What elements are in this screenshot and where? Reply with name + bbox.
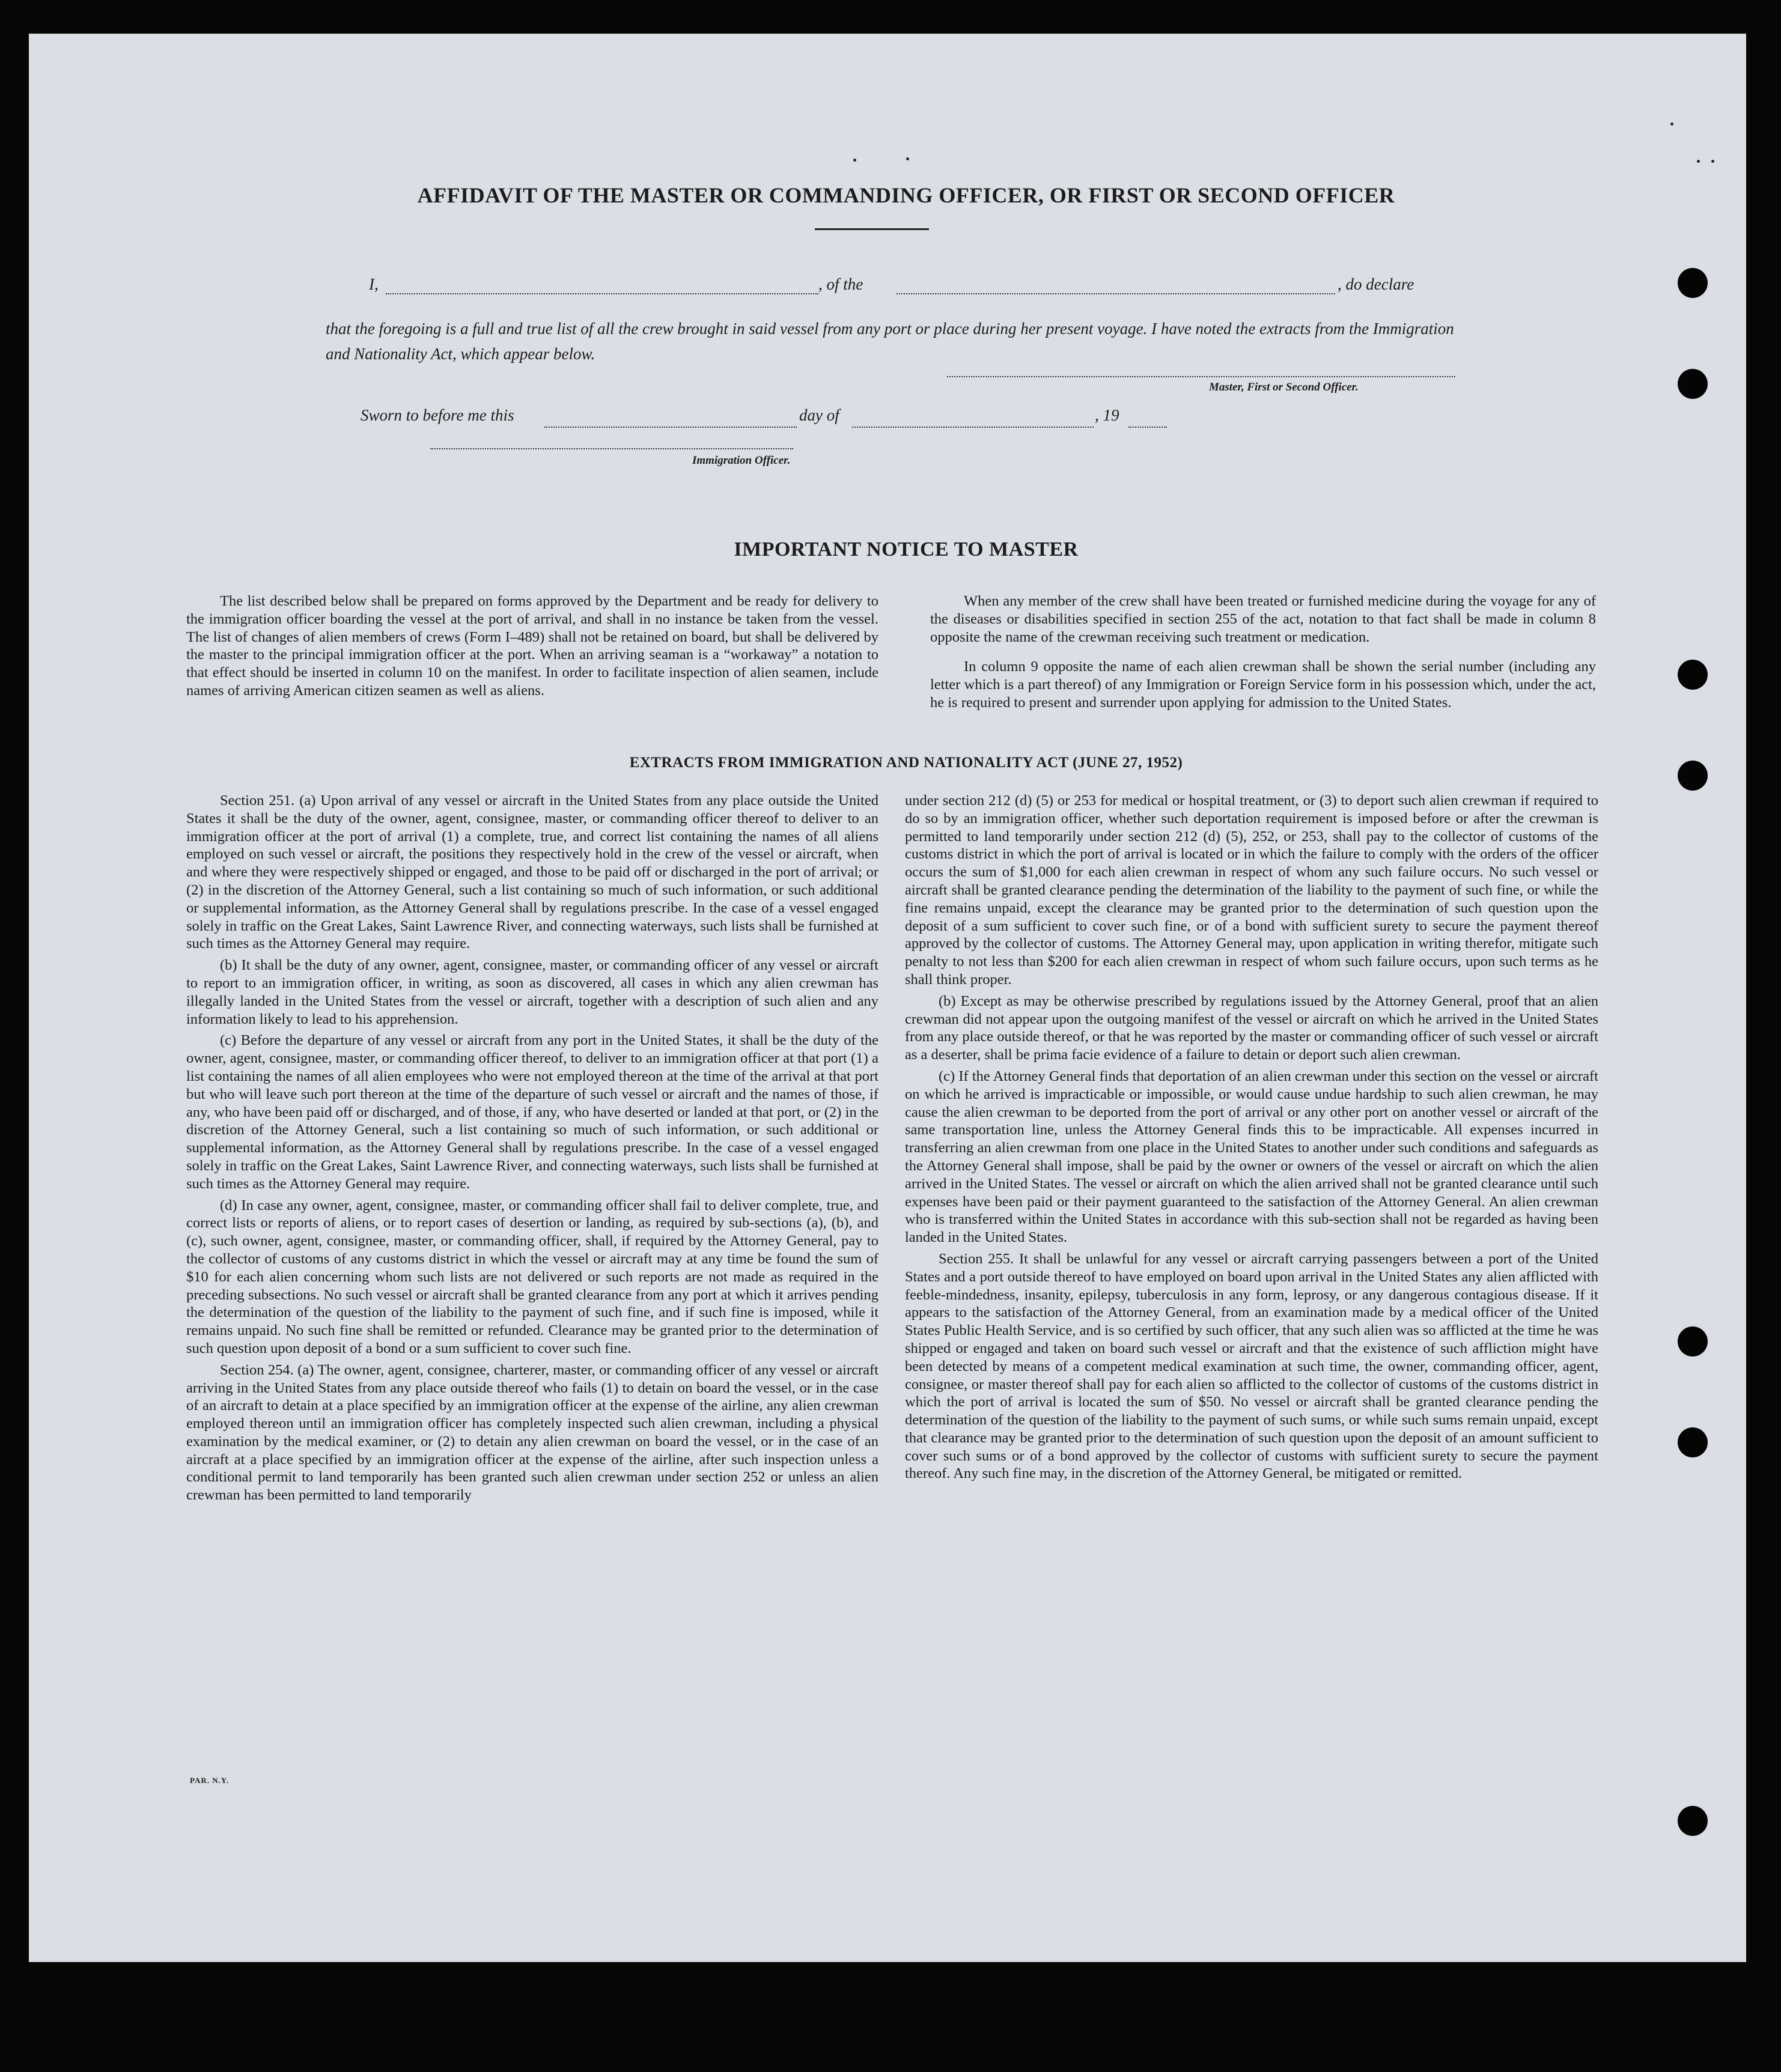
punch-hole	[1678, 1806, 1708, 1836]
notice-right-paragraph-2: In column 9 opposite the name of each alien crewman shall be shown the serial number (including any letter which is a part thereof) of any Immigration or Foreign Service form in his possession which, under the act, he is required to present and surrender upon applying for admission to the United States.	[930, 658, 1596, 711]
punch-hole	[1678, 268, 1708, 298]
notice-left-paragraph: The list described below shall be prepared on forms approved by the Department and be ready for delivery to the immigration officer boarding the vessel at the port of arrival, and shall in no instance be taken from the vessel. The list of changes of alien members of crews (Form I–489) shall not be retained on board, but shall be delivered by the master to the principal immigration officer at the port. When an arriving seaman is a “workaway” a notation to that effect should be inserted in column 10 on the manifest. In order to facilitate inspection of alien seamen, include names of arriving American citizen seamen as well as aliens.	[186, 593, 878, 699]
sworn-line	[361, 394, 1202, 430]
section-251-d: (d) In case any owner, agent, consignee, master, or commanding officer shall fail to deliver complete, true, and correct lists or reports of aliens, or to report cases of desertion or landing, as required by sub-sections (a), (b), and (c), such owner, agent, consignee, master, or commanding officer, shall, if required by the Attorney General, pay to the collector of customs of any customs district in which the vessel or aircraft may at any time be found the sum of $10 for each alien concerning whom such lists are not delivered or such reports are not made as required in the preceding subsections. No such vessel or aircraft shall be granted clearance from any port at which it arrives pending the determination of the question of the liability to the payment of such fine, and if such fine is imposed, while it remains unpaid. No such fine shall be remitted or refunded. Clearance may be granted prior to the determination of such question upon deposit of a bond or a sum sufficient to cover such fine.	[186, 1197, 878, 1357]
of-the-label: , of the	[818, 275, 863, 293]
notice-left-column	[186, 592, 878, 703]
extracts-title: EXTRACTS FROM IMMIGRATION AND NATIONALITY ACT (JUNE 27, 1952)	[629, 755, 1183, 771]
section-254-a-continued: under section 212 (d) (5) or 253 for medical or hospital treatment, or (3) to deport such alien crewman if required to do so by an immigration officer, whether such deportation requirement is imposed before or after the crewman is permitted to land temporarily under section 212 (d) (5), 252, or 253, shall pay to the collector of customs of the customs district in which the port of arrival is located or in which the failure to comply with the orders of the officer occurs the sum of $1,000 for each alien crewman in respect of whom any such failure occurs. No such vessel or aircraft shall be granted clearance pending the determination of the liability to the payment of such fine, or while the fine remains unpaid, except the clearance may be granted prior to the determination of such question upon the deposit of a sum sufficient to cover such fine, or of a bond with sufficient surety to secure the payment thereof approved by the collector of customs. The Attorney General may, upon application in writing therefor, mitigate such penalty to not less than $200 for each alien crewman in respect of whom such failure occurs, upon such terms as he shall think proper.	[905, 792, 1598, 988]
title-underline	[815, 228, 929, 230]
notice-title: IMPORTANT NOTICE TO MASTER	[734, 538, 1079, 561]
notice-right-paragraph-1: When any member of the crew shall have been treated or furnished medicine during the voyage for any of the diseases or disabilities specified in section 255 of the act, notation to that fact shall be made in column 8 opposite the name of the crewman receiving such treatment or medication.	[930, 593, 1596, 645]
speck	[906, 157, 909, 160]
section-251-a: Section 251. (a) Upon arrival of any vessel or aircraft in the United States from any place outside the United States it shall be the duty of the owner, agent, consignee, master, or commanding officer thereof to deliver to an immigration officer at the port of arrival (1) a complete, true, and correct list containing the names of all aliens employed on such vessel or aircraft, the positions they respectively hold in the crew of the vessel or aircraft, when and where they were respectively shipped or engaged, and those to be paid off or discharged in the port of arrival; or (2) in the discretion of the Attorney General, such a list containing so much of such information, or such additional or supplemental information, as the Attorney General shall by regulations prescribe. In the case of a vessel engaged solely in traffic on the Great Lakes, Saint Lawrence River, and connecting waterways, such lists shall be furnished at such times as the Attorney General may require.	[186, 792, 878, 952]
extracts-right-column	[905, 792, 1598, 1486]
section-251-c: (c) Before the departure of any vessel or aircraft from any port in the United States, it shall be the duty of the owner, agent, consignee, master, or commanding officer thereof, to deliver to an immigration officer at that port (1) a list containing the names of all alien employees who were not employed thereon at the time of the arrival at that port but who will leave such port thereon at the time of the departure of such vessel or aircraft and the names of those, if any, who have been paid off or discharged, and of those, if any, who have deserted or landed at that port, or (2) in the discretion of the Attorney General, such a list containing so much of such information, or such additional or supplemental information, as the Attorney General shall by regulations prescribe. In the case of a vessel engaged solely in traffic on the Great Lakes, Saint Lawrence River, and connecting waterways, such lists shall be furnished at such times as the Attorney General may require.	[186, 1032, 878, 1192]
i-label: I,	[369, 275, 379, 293]
master-caption: Master, First or Second Officer.	[1209, 381, 1359, 393]
name-blank[interactable]	[386, 293, 818, 294]
printer-mark: PAR. N.Y.	[190, 1776, 230, 1785]
master-signature-line[interactable]	[947, 376, 1455, 377]
sworn-year-blank[interactable]	[1128, 427, 1167, 428]
immigration-officer-signature-line[interactable]	[430, 448, 793, 449]
punch-hole	[1678, 1326, 1708, 1357]
document-page	[29, 34, 1746, 1962]
sworn-day-blank[interactable]	[544, 427, 797, 428]
sworn-month-blank[interactable]	[852, 427, 1094, 428]
punch-hole	[1678, 660, 1708, 690]
vessel-blank[interactable]	[897, 293, 1335, 294]
immigration-officer-caption: Immigration Officer.	[692, 454, 791, 467]
speck	[853, 159, 856, 162]
punch-hole	[1678, 369, 1708, 399]
declaration-text: that the foregoing is a full and true list of all the crew brought in said vessel from any port or place during her present voyage. I have noted the extracts from the Immigration and Nationality Act, which appear below.	[326, 320, 1454, 363]
section-254-a: Section 254. (a) The owner, agent, consignee, charterer, master, or commanding officer of any vessel or aircraft arriving in the United States from any place outside thereof who fails (1) to detain on board the vessel, or in the case of an aircraft to detain at a place specified by an immigration officer at the expense of the airline, any alien crewman employed thereon until an immigration officer has completely inspected such alien crewman, including a physical examination by the medical examiner, or (2) to detain any alien crewman on board the vessel, or in the case of an aircraft at a place specified by an immigration officer at the expense of the airline, after such inspection unless a conditional permit to land temporarily has been granted such alien crewman under section 252 or unless an alien crewman has been permitted to land temporarily	[186, 1361, 878, 1504]
section-254-b: (b) Except as may be otherwise prescribed by regulations issued by the Attorney General, proof that an alien crewman did not appear upon the outgoing manifest of the vessel or aircraft on which he arrived in the United States from any place outside thereof, or that he was reported by the master or commanding officer of such vessel or aircraft as a deserter, shall be prima facie evidence of a failure to detain or deport such alien crewman.	[905, 992, 1598, 1063]
notice-right-column	[930, 592, 1596, 715]
speck	[1670, 123, 1673, 126]
section-251-b: (b) It shall be the duty of any owner, agent, consignee, master, or commanding officer of any vessel or aircraft to report to an immigration officer, in writing, as soon as discovered, all cases in which any alien crewman has illegally landed in the United States from the vessel or aircraft, together with a description of such alien and any information likely to lead to his apprehension.	[186, 957, 878, 1027]
punch-hole	[1678, 761, 1708, 791]
extracts-left-column	[186, 792, 878, 1508]
affidavit-title: AFFIDAVIT OF THE MASTER OR COMMANDING OFFICER, OR FIRST OR SECOND OFFICER	[417, 183, 1395, 207]
speck	[1711, 160, 1714, 163]
day-of-label: day of	[799, 406, 839, 424]
declaration-line	[326, 257, 1455, 293]
speck	[1697, 160, 1700, 163]
year-label: , 19	[1095, 406, 1119, 424]
section-254-c: (c) If the Attorney General finds that deportation of an alien crewman under this section on the vessel or aircraft on which he arrived is impracticable or impossible, or would cause undue hardship to such alien crewman, he may cause the alien crewman to be deported from the port of arrival or any other port on another vessel or aircraft of the same transportation line, unless the Attorney General finds this to be impracticable. All expenses incurred in transferring an alien crewman from one place in the United States to another under such conditions and safeguards as the Attorney General shall impose, shall be paid by the owner or owners of the vessel or aircraft on which the alien arrived in the United States. The vessel or aircraft on which the alien arrived shall not be granted clearance until such expenses have been paid or their payment guaranteed to the satisfaction of the Attorney General. An alien crewman who is transferred within the United States in accordance with this sub-section shall not be regarded as having been landed in the United States.	[905, 1068, 1598, 1246]
sworn-label: Sworn to before me this	[361, 406, 514, 424]
section-255: Section 255. It shall be unlawful for any vessel or aircraft carrying passengers between a port of the United States and a port outside thereof to have employed on board upon arrival in the United States any alien afflicted with feeble-mindedness, insanity, epilepsy, tuberculosis in any form, leprosy, or any dangerous contagious disease. If it appears to the satisfaction of the Attorney General, from an examination made by a medical officer of the United States Public Health Service, and is so certified by such officer, that any such alien was so afflicted at the time he was shipped or engaged and taken on board such vessel or aircraft and that the existence of such affliction might have been detected by means of a competent medical examination at such time, the owner, commanding officer, agent, consignee, or master thereof shall pay for each alien so afflicted to the collector of customs of the customs district in which the port of arrival is located the sum of $50. No vessel or aircraft shall be granted clearance pending the determination of the question of the liability to the payment of such sums, or while such sums remain unpaid, except that clearance may be granted prior to the determination of such question upon the deposit of an amount sufficient to cover such sums or of a bond approved by the collector of customs with sufficient surety to secure the payment thereof. Any such fine may, in the discretion of the Attorney General, be mitigated or remitted.	[905, 1250, 1598, 1482]
do-declare-label: , do declare	[1338, 275, 1414, 293]
punch-hole	[1678, 1427, 1708, 1457]
